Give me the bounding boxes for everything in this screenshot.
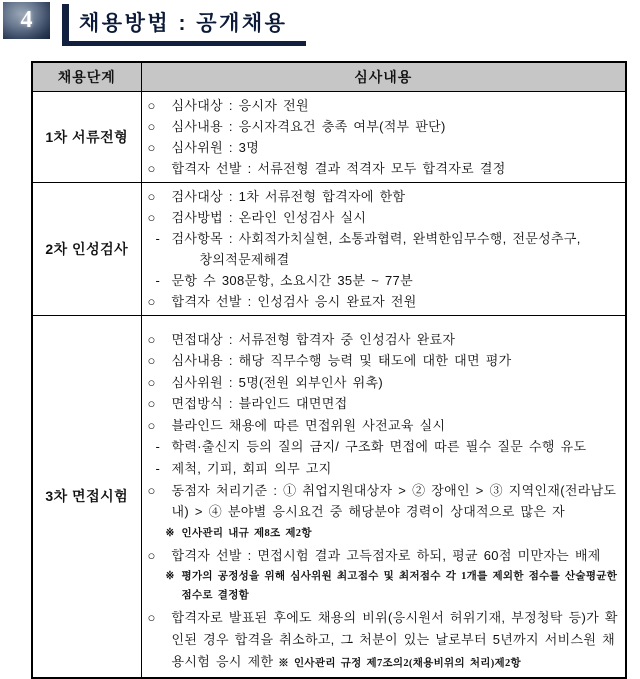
note-marker-icon: ※ xyxy=(165,527,175,539)
line-text: 인사관리 내규 제8조 제2항 xyxy=(181,527,312,539)
line-text: 제척, 기피, 회피 의무 고지 xyxy=(171,461,332,477)
column-header-stage: 채용단계 xyxy=(32,62,141,91)
content-line xyxy=(148,186,622,207)
dash-bullet-icon: - xyxy=(155,230,161,246)
circle-bullet-icon: ○ xyxy=(147,396,156,412)
circle-bullet-icon: ○ xyxy=(147,331,156,347)
page-title: 채용방법 : 공개채용 xyxy=(79,12,288,35)
section-number: 4 xyxy=(20,7,33,33)
recruitment-table xyxy=(31,61,627,679)
content-line xyxy=(148,372,622,394)
line-text: 창의적문제해결 xyxy=(199,251,290,267)
line-text: 합격자 선발 : 서류전형 결과 적격자 모두 합격자로 결정 xyxy=(171,160,506,176)
content-line xyxy=(148,270,622,291)
content-line xyxy=(148,329,622,351)
content-line xyxy=(148,116,622,137)
circle-bullet-icon: ○ xyxy=(147,97,156,113)
line-text: 합격자 선발 : 면접시험 결과 고득점자로 하되, 평균 60점 미만자는 배제 xyxy=(171,547,601,563)
line-text: 합격자 선발 : 인성검사 응시 완료자 전원 xyxy=(171,293,417,309)
dash-bullet-icon: - xyxy=(155,272,161,288)
line-text: 심사내용 : 응시자격요건 충족 여부(적부 판단) xyxy=(171,118,446,134)
section-header xyxy=(0,0,640,46)
stage-cell: 2차 인성검사 xyxy=(32,182,141,315)
circle-bullet-icon: ○ xyxy=(147,482,156,498)
content-line xyxy=(148,228,622,249)
table-row xyxy=(32,91,626,182)
circle-bullet-icon: ○ xyxy=(147,293,156,309)
content-line xyxy=(148,393,622,415)
line-text: 심사내용 : 해당 직무수행 능력 및 태도에 대한 대면 평가 xyxy=(171,353,512,369)
line-text: 심사위원 : 3명 xyxy=(171,139,260,155)
circle-bullet-icon: ○ xyxy=(147,160,156,176)
line-text: 면접대상 : 서류전형 합격자 중 인성검사 완료자 xyxy=(171,331,456,347)
line-text: 문항 수 308문항, 소요시간 35분 ~ 77분 xyxy=(171,272,413,288)
dash-bullet-icon: - xyxy=(155,439,161,455)
line-text: 평가의 공정성을 위해 심사위원 최고점수 및 최저점수 각 1개를 제외한 점수를 산술평균한 점수로 결정함 xyxy=(181,571,618,602)
content-line xyxy=(148,607,622,674)
table-row xyxy=(32,182,626,315)
content-line xyxy=(148,291,622,312)
circle-bullet-icon: ○ xyxy=(147,547,156,563)
circle-bullet-icon: ○ xyxy=(147,610,156,626)
circle-bullet-icon: ○ xyxy=(147,118,156,134)
content-line xyxy=(148,436,622,458)
content-line xyxy=(148,415,622,437)
line-text: 심사위원 : 5명(전원 외부인사 위촉) xyxy=(171,374,384,390)
content-line xyxy=(148,249,622,270)
note-marker-icon: ※ xyxy=(165,571,175,583)
table-row xyxy=(32,315,626,678)
content-line xyxy=(148,207,622,228)
content-line xyxy=(148,545,622,567)
line-text: 심사대상 : 응시자 전원 xyxy=(171,97,309,113)
content-cell xyxy=(141,182,626,315)
content-line xyxy=(148,158,622,179)
stage-cell: 3차 면접시험 xyxy=(32,315,141,678)
line-text: 블라인드 채용에 따른 면접위원 사전교육 실시 xyxy=(171,417,446,433)
content-line xyxy=(148,480,622,523)
line-text: 동점자 처리기준 : ① 취업지원대상자 > ② 장애인 > ③ 지역인재(전라남도 내) > ④ 분야별 응시요건 중 해당분야 경력이 상대적으로 많은 자 xyxy=(171,482,617,520)
circle-bullet-icon: ○ xyxy=(147,188,156,204)
line-text: 검사항목 : 사회적가치실현, 소통과협력, 완벽한임무수행, 전문성추구, xyxy=(171,230,581,246)
circle-bullet-icon: ○ xyxy=(147,353,156,369)
content-line xyxy=(148,137,622,158)
circle-bullet-icon: ○ xyxy=(147,209,156,225)
line-text: 학력·출신지 등의 질의 금지/ 구조화 면접에 따른 필수 질문 수행 유도 xyxy=(171,439,587,455)
circle-bullet-icon: ○ xyxy=(147,139,156,155)
content-cell xyxy=(141,315,626,678)
circle-bullet-icon: ○ xyxy=(147,417,156,433)
content-line xyxy=(148,458,622,480)
content-cell xyxy=(141,91,626,182)
column-header-content: 심사내용 xyxy=(141,62,626,91)
content-line xyxy=(148,567,622,605)
section-title-box xyxy=(62,4,306,46)
table-header-row xyxy=(32,62,626,91)
line-text: 면접방식 : 블라인드 대면면접 xyxy=(171,396,348,412)
line-text: 검사방법 : 온라인 인성검사 실시 xyxy=(171,209,367,225)
stage-cell: 1차 서류전형 xyxy=(32,91,141,182)
content-line xyxy=(148,95,622,116)
inline-note: ※ 인사관리 규정 제7조의2(채용비위의 처리)제2항 xyxy=(273,657,521,669)
circle-bullet-icon: ○ xyxy=(147,374,156,390)
content-line xyxy=(148,524,622,543)
content-line xyxy=(148,350,622,372)
section-number-badge xyxy=(3,2,50,39)
line-text: 검사대상 : 1차 서류전형 합격자에 한함 xyxy=(171,188,406,204)
line-text: 합격자로 발표된 후에도 채용의 비위(응시원서 허위기재, 부정청탁 등)가 확인된 경우 합격을 취소하고, 그 처분이 있는 날로부터 5년까지 서비스원 채용시험 응시 제한 ※ 인사관리 규정 제7조의2(채용비위의 처리)제2항 xyxy=(171,610,618,669)
dash-bullet-icon: - xyxy=(155,461,161,477)
